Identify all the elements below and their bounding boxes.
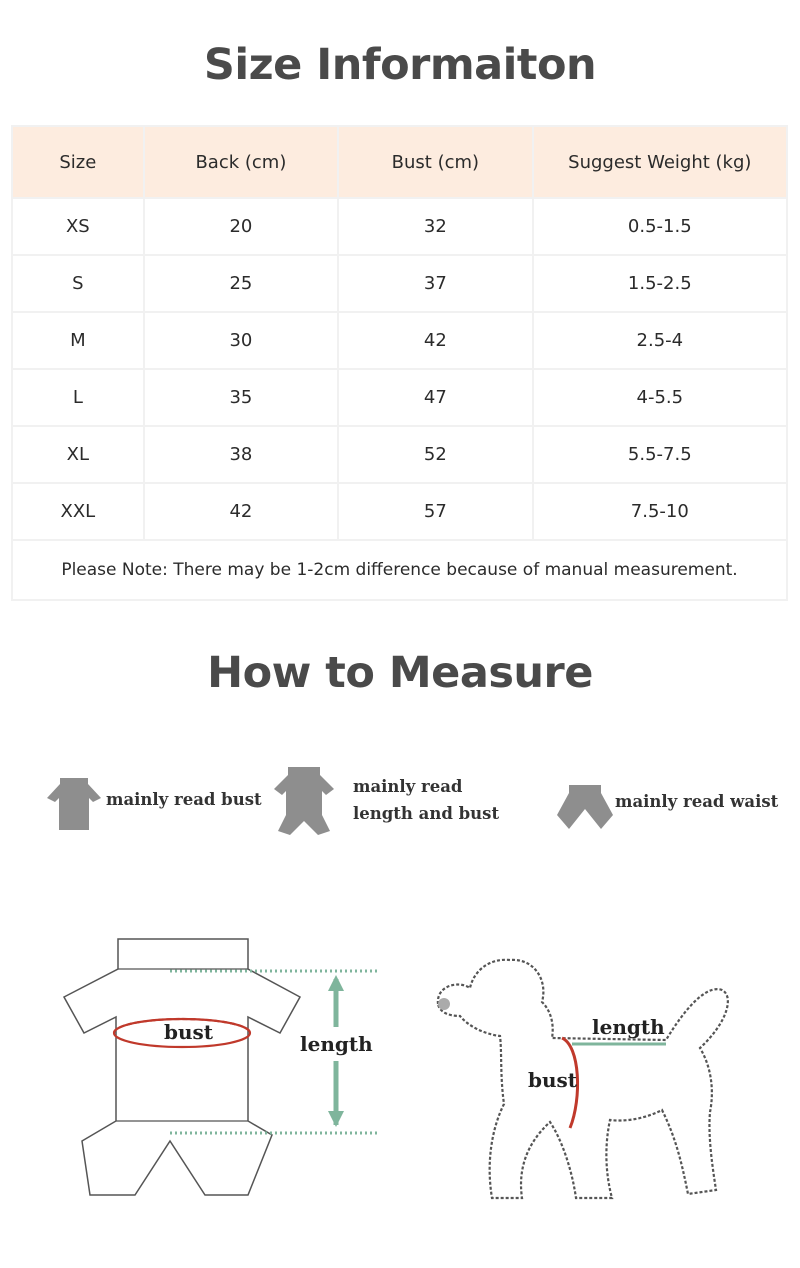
table-row (13, 256, 786, 311)
dog-diagram (430, 950, 750, 1210)
dog-length-label: length (592, 1015, 665, 1039)
cell-weight: 5.5-7.5 (534, 427, 786, 482)
cell-weight: 2.5-4 (534, 313, 786, 368)
cell-size: S (13, 256, 143, 311)
cell-bust: 42 (339, 313, 531, 368)
header-weight: Suggest Weight (kg) (534, 127, 786, 197)
cell-size: XS (13, 199, 143, 254)
table-row (13, 427, 786, 482)
legend-waist-label: mainly read waist (615, 792, 779, 811)
cell-size: L (13, 370, 143, 425)
table-row (13, 199, 786, 254)
table-header-row (13, 127, 786, 197)
cell-weight: 0.5-1.5 (534, 199, 786, 254)
header-back: Back (cm) (145, 127, 337, 197)
garment-bust-label: bust (164, 1020, 214, 1044)
size-table (11, 125, 788, 601)
cell-bust: 47 (339, 370, 531, 425)
cell-bust: 37 (339, 256, 531, 311)
cell-back: 20 (145, 199, 337, 254)
garment-diagram (60, 935, 390, 1205)
cell-bust: 32 (339, 199, 531, 254)
jumpsuit-icon (272, 765, 336, 837)
cell-back: 30 (145, 313, 337, 368)
dog-bust-label: bust (528, 1068, 578, 1092)
table-row (13, 313, 786, 368)
cell-bust: 57 (339, 484, 531, 539)
cell-size: XL (13, 427, 143, 482)
header-bust: Bust (cm) (339, 127, 531, 197)
cell-weight: 7.5-10 (534, 484, 786, 539)
shirt-icon (45, 776, 103, 832)
table-row (13, 484, 786, 539)
dog-outline (438, 960, 728, 1198)
legend-length-bust-line2: length and bust (353, 804, 500, 823)
how-to-measure-title: How to Measure (207, 648, 593, 698)
table-row (13, 370, 786, 425)
cell-back: 35 (145, 370, 337, 425)
cell-back: 25 (145, 256, 337, 311)
cell-weight: 4-5.5 (534, 370, 786, 425)
legend-length-bust-line1: mainly read (353, 777, 463, 796)
size-info-title: Size Informaiton (203, 40, 597, 90)
cell-size: XXL (13, 484, 143, 539)
cell-back: 38 (145, 427, 337, 482)
header-size: Size (13, 127, 143, 197)
pants-icon (555, 783, 615, 831)
legend-length-bust (353, 773, 499, 827)
cell-bust: 52 (339, 427, 531, 482)
cell-back: 42 (145, 484, 337, 539)
legend-bust-label: mainly read bust (106, 790, 262, 809)
measurement-note: Please Note: There may be 1-2cm difference because of manual measurement. (13, 541, 786, 599)
legend-waist (615, 788, 778, 815)
legend-bust (106, 786, 262, 813)
garment-length-label: length (300, 1032, 373, 1056)
note-row (13, 541, 786, 599)
cell-size: M (13, 313, 143, 368)
cell-weight: 1.5-2.5 (534, 256, 786, 311)
garment-outline (64, 939, 300, 1195)
